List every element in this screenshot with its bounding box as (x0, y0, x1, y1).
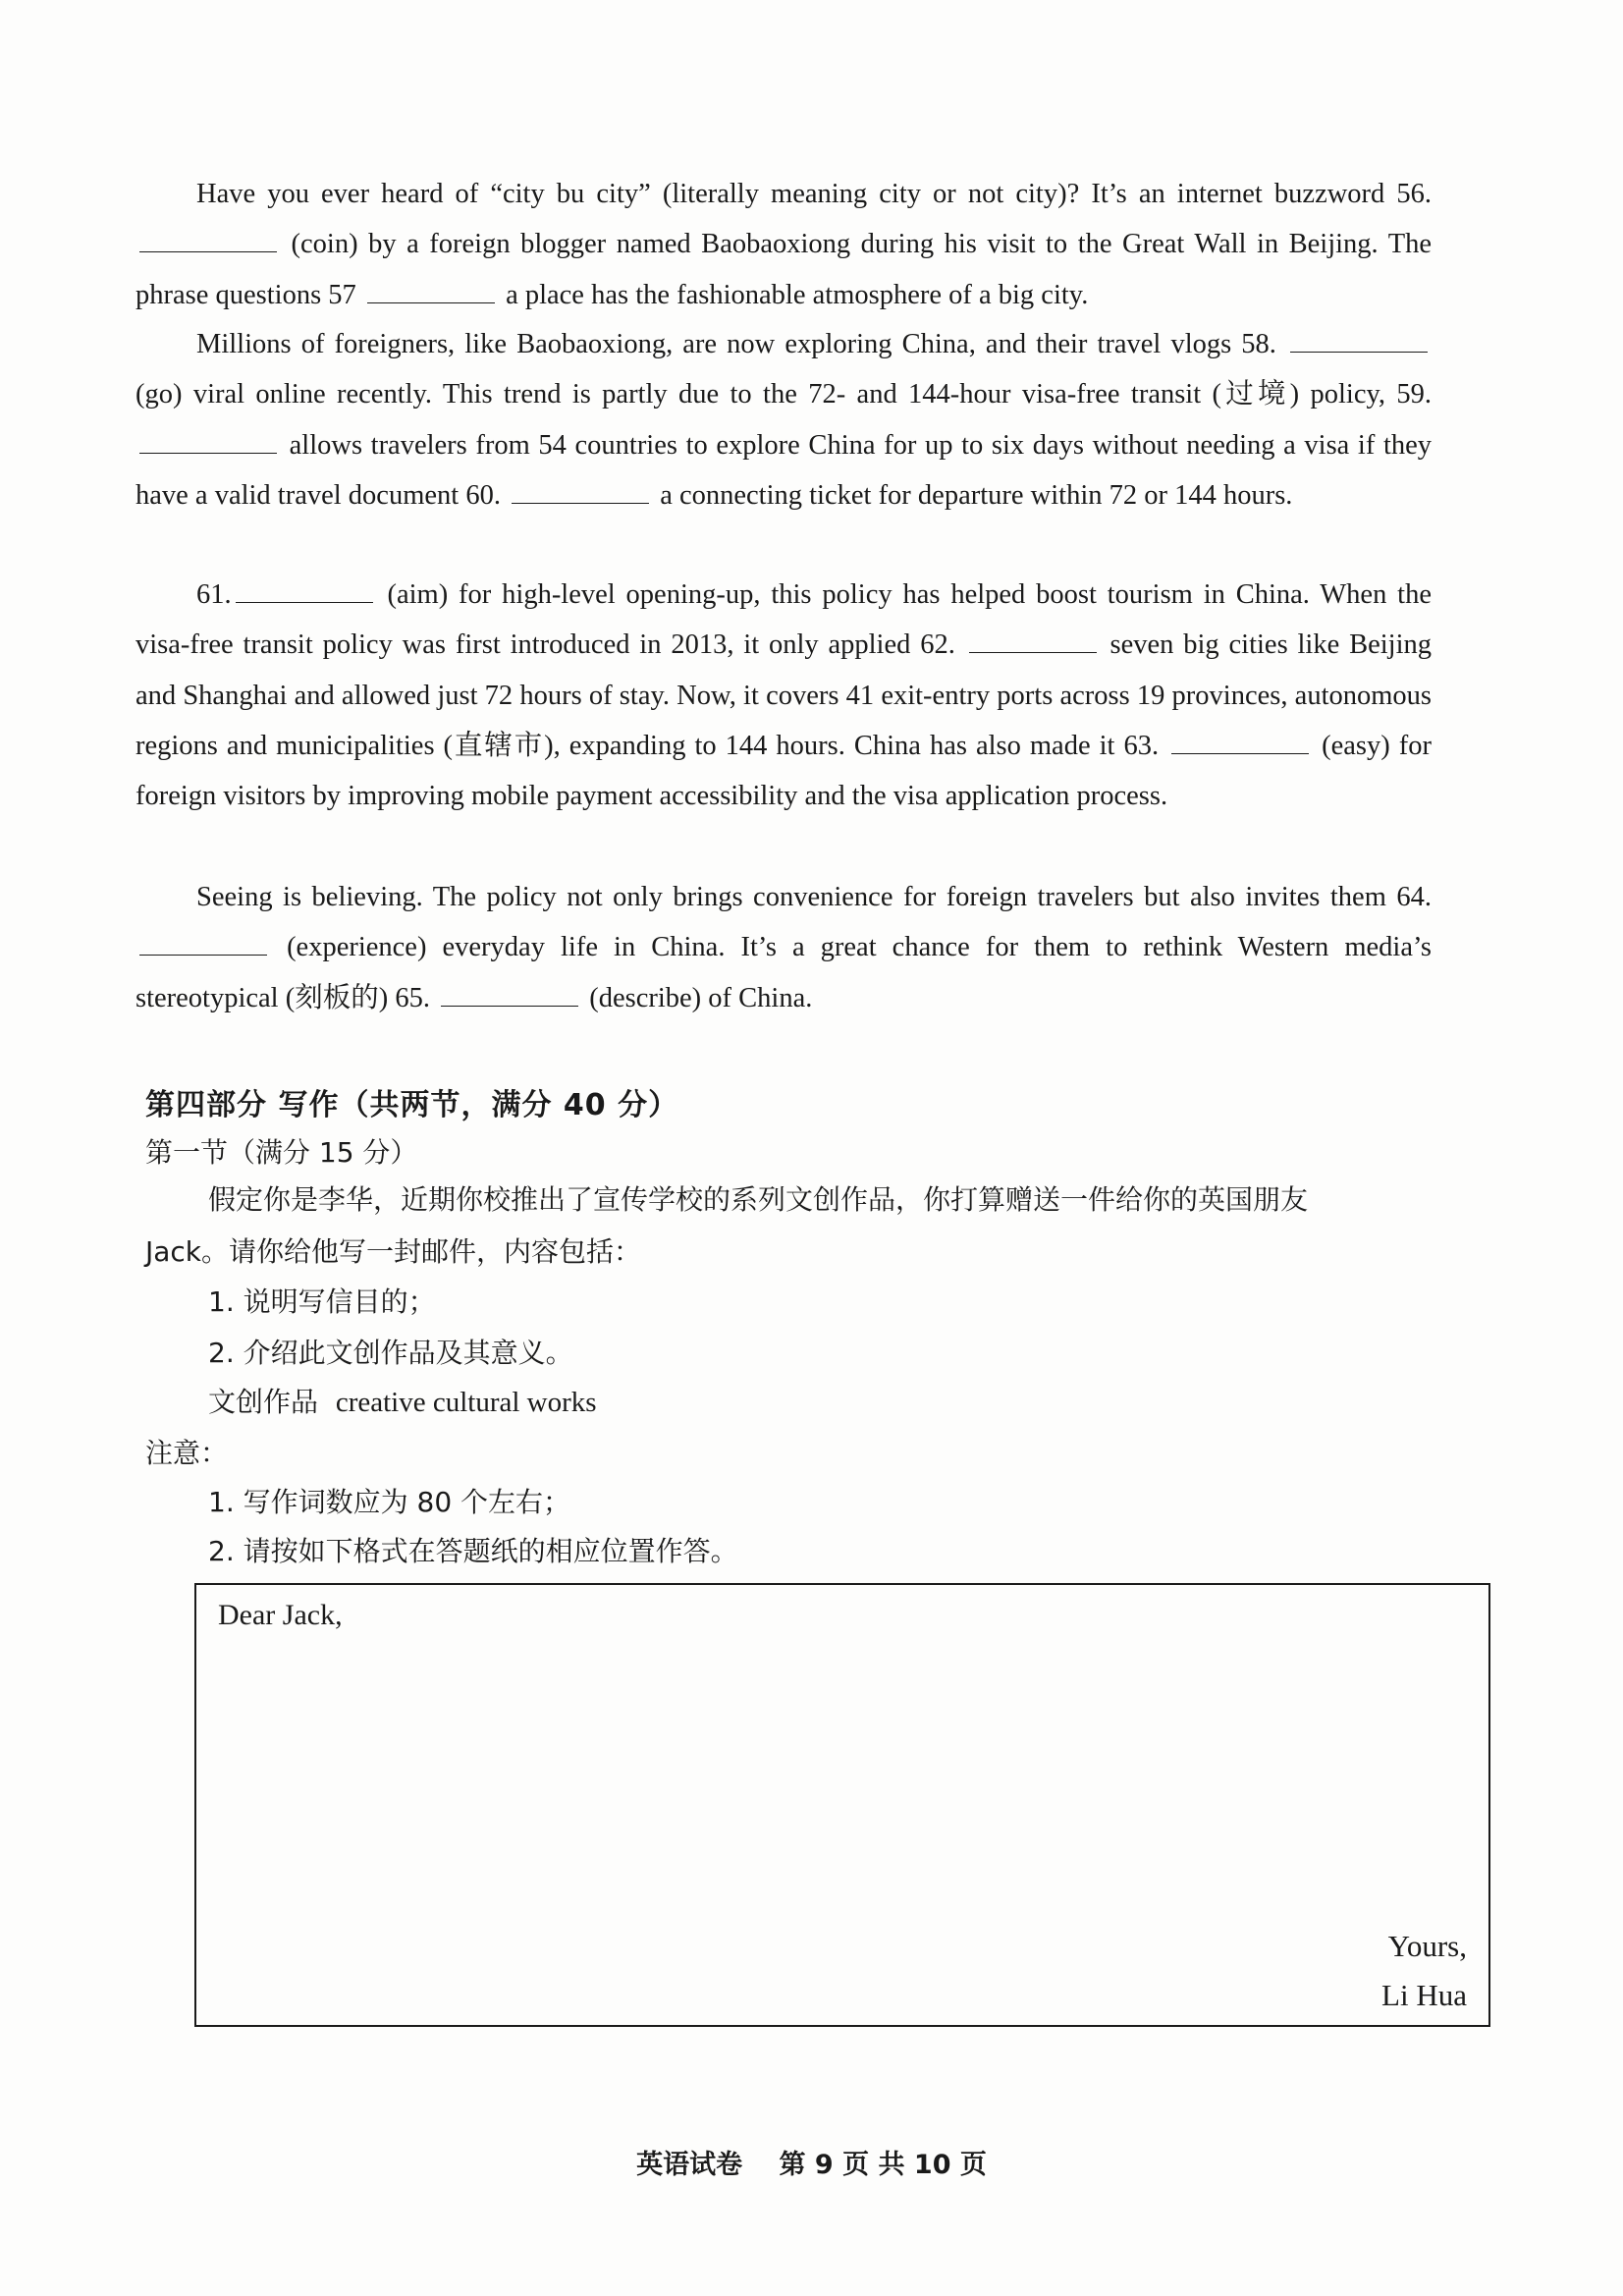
section-one-title: 第一节（满分 15 分） (145, 1136, 418, 1169)
vocab-english: creative cultural works (335, 1387, 597, 1418)
passage-paragraph-1 (135, 169, 1432, 320)
letter-closing: Yours, (1387, 1929, 1467, 1963)
blank-65 (441, 984, 578, 1007)
vocab-hint (208, 1381, 597, 1420)
footer-subject: 英语试卷 (636, 2150, 743, 2180)
writing-prompt-line-2: Jack。请你给他写一封邮件，内容包括： (145, 1235, 642, 1268)
question-59-number: 59. (1396, 379, 1433, 410)
passage-text: (coin) by a foreign blogger named Baobaoxiong during his visit to the Great Wall in Beijing. The phrase questions 57 (135, 229, 1432, 310)
passage-text: (go) viral online recently. This trend is partly due to the 72- and 144-hour visa-free transit (过境) policy, (135, 379, 1386, 410)
notes-title: 注意： (145, 1437, 229, 1469)
part-four-title: 第四部分 写作（共两节，满分 40 分） (145, 1088, 679, 1122)
writing-item-1: 1. 说明写信目的； (208, 1285, 436, 1318)
passage-text: Seeing is believing. The policy not only brings convenience for foreign travelers but also invites them 64. (196, 882, 1432, 912)
passage-text: (describe) of China. (589, 982, 813, 1013)
question-61-number: 61. (196, 579, 232, 610)
passage-paragraph-2 (135, 319, 1432, 520)
passage-text: (aim) for high-level opening-up, this policy has helped boost tourism in China. When the visa-free transit policy was first introduced in 2013, it only applied 62. (135, 579, 1432, 661)
passage-text: Millions of foreigners, like Baobaoxiong, are now exploring China, and their travel vlogs 58. (196, 329, 1276, 359)
blank-62 (969, 630, 1097, 653)
footer-page-info: 第 9 页 共 10 页 (779, 2150, 987, 2180)
vocab-chinese: 文创作品 (208, 1386, 319, 1418)
blank-56 (139, 230, 277, 252)
passage-text: allows travelers from 54 countries to explore China for up to six days without needing a visa if they have a valid travel document 60. (135, 429, 1433, 511)
question-56-number: 56. (1396, 179, 1432, 209)
blank-61 (236, 580, 373, 603)
blank-57 (367, 281, 495, 303)
passage-text: Have you ever heard of “city bu city” (literally meaning city or not city)? It’s an internet buzzword (196, 179, 1385, 209)
passage-paragraph-4 (135, 872, 1432, 1023)
passage-text: (experience) everyday life in China. It’s a great chance for them to rethink Western media’s stereotypical (刻板的) 65. (135, 932, 1433, 1013)
passage-text: (easy) for foreign visitors by improving mobile payment accessibility and the visa application process. (135, 730, 1433, 812)
blank-63 (1171, 732, 1309, 754)
letter-signature: Li Hua (1381, 1978, 1467, 2012)
page-footer (0, 2143, 1623, 2181)
passage-text: a connecting ticket for departure within 72 or 144 hours. (660, 479, 1293, 511)
writing-item-2: 2. 介绍此文创作品及其意义。 (208, 1337, 573, 1369)
passage-paragraph-3 (135, 570, 1432, 821)
passage-text: seven big cities like Beijing and Shanghai and allowed just 72 hours of stay. Now, it covers 41 exit-entry ports across 19 provinces, autonomous regions and municipalities (直辖市), expanding to 144 hours. China has also made it 63. (135, 629, 1433, 761)
blank-60 (512, 481, 649, 504)
letter-answer-box (194, 1583, 1490, 2027)
blank-64 (139, 933, 267, 956)
letter-greeting: Dear Jack, (218, 1599, 343, 1631)
note-2: 2. 请按如下格式在答题纸的相应位置作答。 (208, 1535, 738, 1567)
note-1: 1. 写作词数应为 80 个左右； (208, 1486, 571, 1518)
blank-59 (139, 431, 277, 454)
blank-58 (1290, 330, 1428, 353)
passage-text: a place has the fashionable atmosphere of a big city. (506, 279, 1089, 310)
writing-prompt-line-1: 假定你是李华，近期你校推出了宣传学校的系列文创作品，你打算赠送一件给你的英国朋友 (208, 1183, 1309, 1216)
